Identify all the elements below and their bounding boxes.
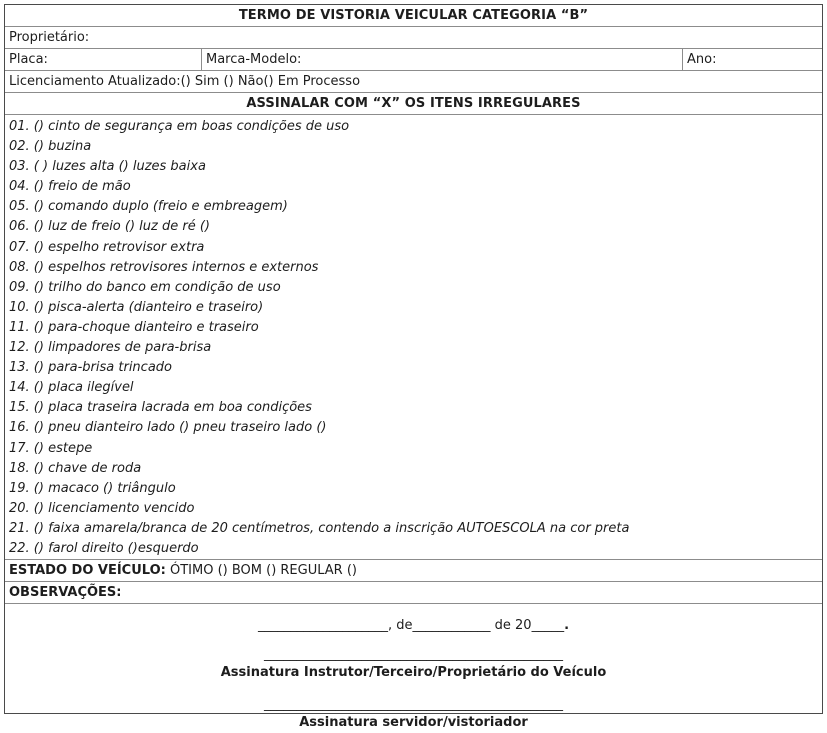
checklist-item: 09. () trilho do banco em condição de uso xyxy=(9,279,281,295)
checklist-item: 08. () espelhos retrovisores internos e externos xyxy=(9,259,319,275)
checklist-item: 06. () luz de freio () luz de ré () xyxy=(9,219,210,235)
checklist-item: 13. () para-brisa trincado xyxy=(9,360,172,376)
vehicle-state-row xyxy=(5,560,822,582)
checklist-item: 04. () freio de mão xyxy=(9,179,131,195)
checklist-item: 20. () licenciamento vencido xyxy=(9,500,195,516)
checklist xyxy=(5,115,822,560)
plate-field: Placa: xyxy=(9,52,48,67)
signature-line-instructor: ______________________________________________ xyxy=(264,647,563,663)
plate-row xyxy=(5,49,822,71)
checklist-item: 01. () cinto de segurança em boas condições de uso xyxy=(9,119,350,134)
observations-row: OBSERVAÇÕES: xyxy=(5,582,822,604)
date-line xyxy=(5,617,822,635)
owner-label: Proprietário: xyxy=(9,30,90,45)
checklist-item: 17. () estepe xyxy=(9,440,93,456)
checklist-item: 12. () limpadores de para-brisa xyxy=(9,340,212,356)
signature-label-inspector: Assinatura servidor/vistoriador xyxy=(299,715,528,731)
vehicle-state-options: ÓTIMO () BOM () REGULAR () xyxy=(165,563,357,579)
date-blank-year: _____ xyxy=(531,618,565,634)
checklist-item: 18. () chave de roda xyxy=(9,460,142,476)
checklist-item: 11. () para-choque dianteiro e traseiro xyxy=(9,319,259,335)
checklist-item: 02. () buzina xyxy=(9,139,92,155)
checklist-item: 16. () pneu dianteiro lado () pneu traseiro lado () xyxy=(9,420,327,436)
form-title: TERMO DE VISTORIA VEICULAR CATEGORIA “B” xyxy=(5,5,822,27)
checklist-item: 07. () espelho retrovisor extra xyxy=(9,239,205,255)
licensing-row: Licenciamento Atualizado:() Sim () Não() Em Processo xyxy=(5,71,822,93)
vistoria-form xyxy=(4,4,823,731)
year-field: Ano: xyxy=(682,49,822,70)
checklist-item: 10. () pisca-alerta (dianteiro e traseiro) xyxy=(9,299,264,315)
checklist-item: 21. () faixa amarela/branca de 20 centímetros, contendo a inscrição AUTOESCOLA na cor preta xyxy=(9,520,630,536)
signature-section xyxy=(5,604,822,733)
make-model-field: Marca-Modelo: xyxy=(201,49,682,70)
signature-label-instructor: Assinatura Instrutor/Terceiro/Proprietário do Veículo xyxy=(220,665,607,681)
owner-row xyxy=(5,27,822,49)
checklist-item: 03. ( ) luzes alta () luzes baixa xyxy=(9,159,206,175)
date-blank-month: ____________ xyxy=(412,618,491,634)
date-sep-de20: de 20 xyxy=(490,618,532,634)
date-blank-city: ____________________ xyxy=(257,618,388,634)
date-period: . xyxy=(564,618,570,634)
section-header: ASSINALAR COM “X” OS ITENS IRREGULARES xyxy=(5,93,822,115)
vehicle-state-label: ESTADO DO VEÍCULO: xyxy=(9,563,166,579)
checklist-item: 19. () macaco () triângulo xyxy=(9,480,176,496)
checklist-item: 14. () placa ilegível xyxy=(9,380,134,396)
checklist-item: 15. () placa traseira lacrada em boa condições xyxy=(9,400,312,416)
date-sep-de: , de xyxy=(387,618,413,634)
signature-line-inspector: ______________________________________________ xyxy=(264,697,563,713)
checklist-item: 22. () farol direito ()esquerdo xyxy=(9,540,199,556)
checklist-item: 05. () comando duplo (freio e embreagem) xyxy=(9,199,288,215)
